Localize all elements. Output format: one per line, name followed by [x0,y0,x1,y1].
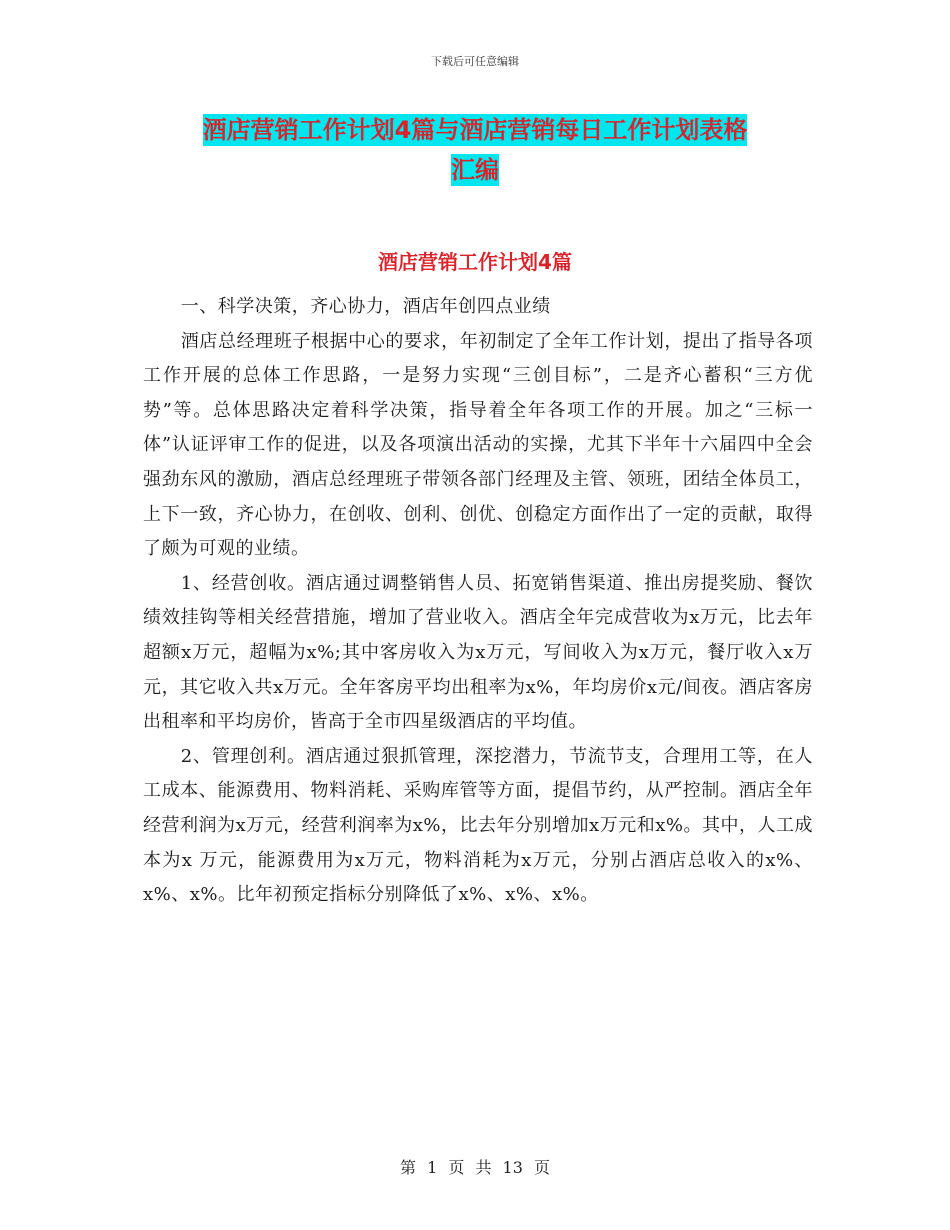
section-title: 酒店营销工作计划4篇 [378,250,572,274]
title-line-2: 汇编 [451,156,499,184]
title-line-1: 酒店营销工作计划4篇与酒店营销每日工作计划表格 [202,116,748,144]
header-note: 下载后可任意编辑 [431,55,519,68]
paragraph-heading: 一、科学决策，齐心协力，酒店年创四点业绩 [180,296,551,317]
paragraph: 2、管理创利。酒店通过狠抓管理，深挖潜力，节流节支，合理用工等，在人工成本、能源费用、物料消耗、采购库管等方面，提倡节约，从严控制。酒店全年经营利润为x万元，经营利润率为x%，比去年分别增加x万元和x%。其中，人工成本为x 万元，能源费用为x万元，物料消耗为x万元，分别占酒店总收入的x%、x%、x%。比年初预定指标分别降低了x%、x%、x%。 [143,745,813,906]
paragraph: 1、经营创收。酒店通过调整销售人员、拓宽销售渠道、推出房提奖励、餐饮绩效挂钩等相关经营措施，增加了营业收入。酒店全年完成营收为x万元，比去年超额x万元，超幅为x%;其中客房收入为x万元，写间收入为x万元，餐厅收入x万元，其它收入共x万元。全年客房平均出租率为x%，年均房价x元/间夜。酒店客房出租率和平均房价，皆高于全市四星级酒店的平均值。 [143,572,813,733]
body-text [143,290,813,913]
page-footer: 第 1 页 共 13 页 [400,1158,550,1177]
document-title [0,110,950,190]
paragraph: 酒店总经理班子根据中心的要求，年初制定了全年工作计划，提出了指导各项工作开展的总体工作思路，一是努力实现“三创目标”，二是齐心蓄积“三方优势”等。总体思路决定着科学决策，指导着全年各项工作的开展。加之“三标一体”认证评审工作的促进，以及各项演出活动的实操，尤其下半年十六届四中全会强劲东风的激励，酒店总经理班子带领各部门经理及主管、领班，团结全体员工，上下一致，齐心协力，在创收、创利、创优、创稳定方面作出了一定的贡献，取得了颇为可观的业绩。 [143,330,813,560]
